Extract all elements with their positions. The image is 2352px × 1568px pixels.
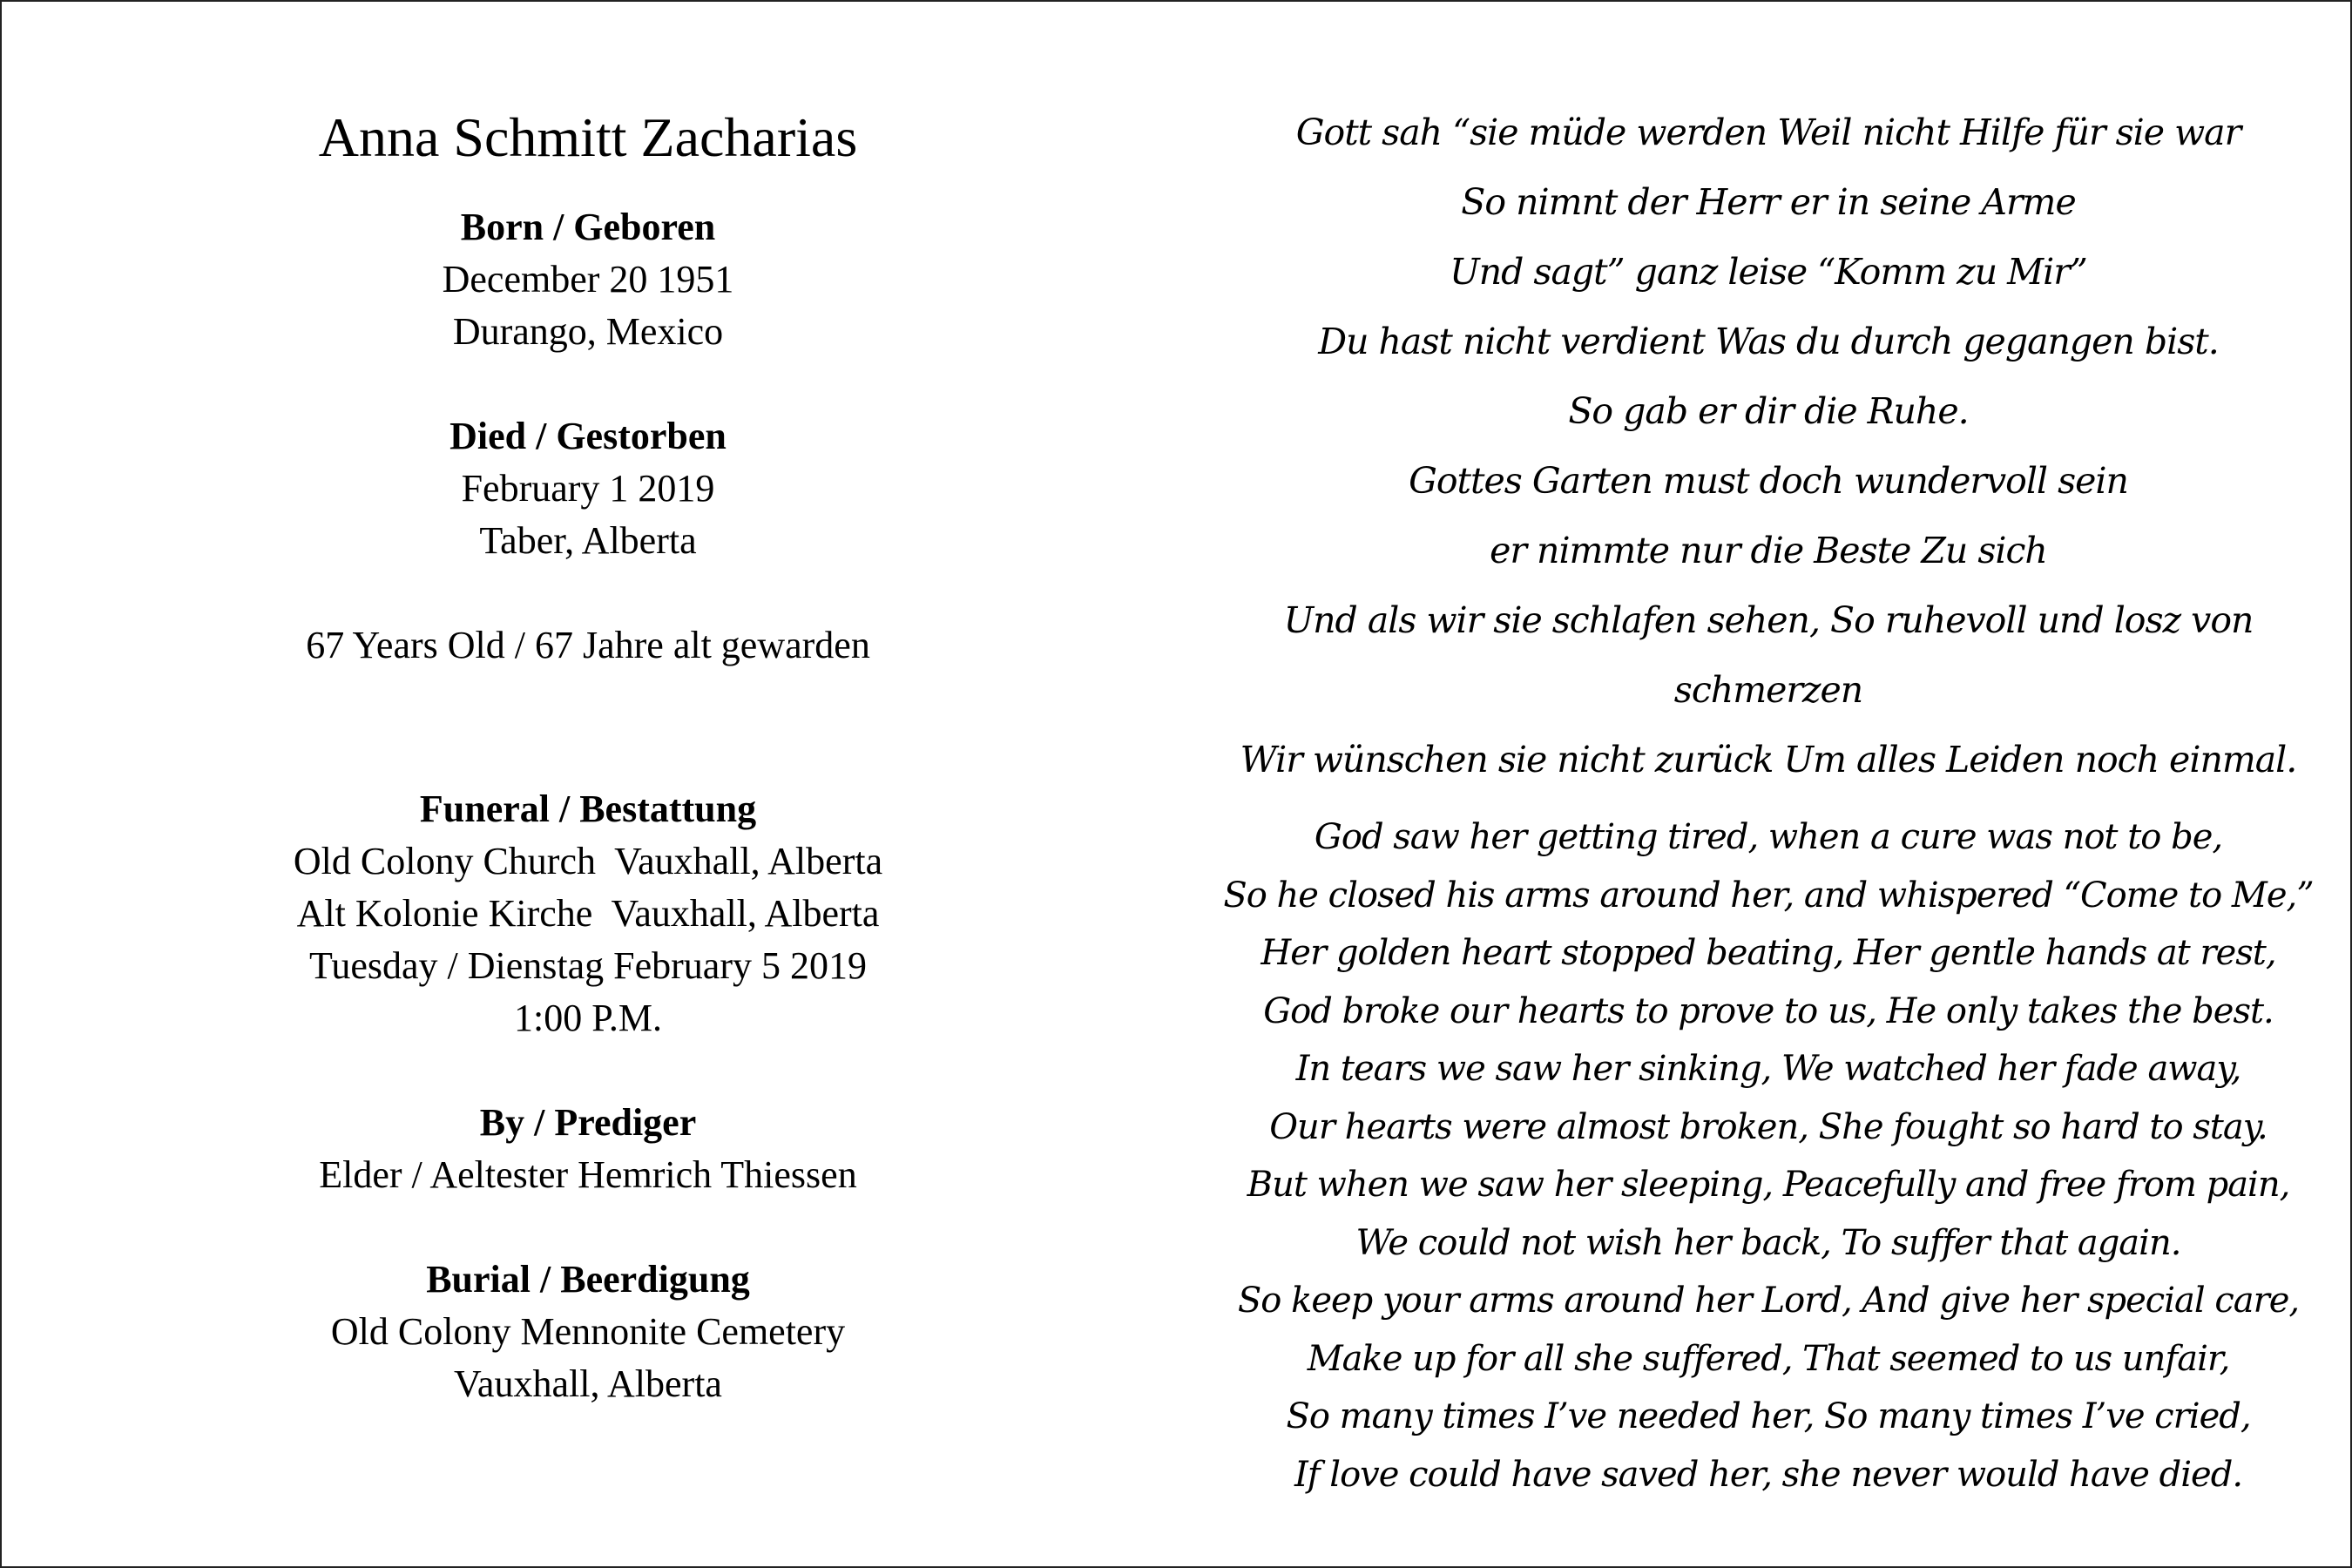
deceased-name: Anna Schmitt Zacharias — [318, 106, 858, 168]
poem-line: Wir wünschen sie nicht zurück Um alles Leiden noch einmal. — [1240, 739, 2297, 781]
poem-line: God broke our hearts to prove to us, He only takes the best. — [1263, 990, 2274, 1031]
funeral-location-english: Old Colony Church Vauxhall, Alberta — [293, 839, 883, 882]
born-section — [152, 201, 1024, 358]
poem-line: Gottes Garten must doch wundervoll sein — [1409, 460, 2128, 502]
age-section — [152, 619, 1024, 672]
cemetery-name: Old Colony Mennonite Cemetery — [330, 1309, 846, 1353]
funeral-heading: Funeral / Bestattung — [419, 787, 757, 830]
officiant-heading: By / Prediger — [479, 1100, 697, 1144]
poem-line: So keep your arms around her Lord, And give her special care, — [1237, 1281, 2300, 1321]
poem-line: Und sagt” ganz leise “Komm zu Mir” — [1450, 251, 2087, 293]
burial-heading: Burial / Beerdigung — [426, 1257, 750, 1301]
cemetery-location: Vauxhall, Alberta — [454, 1362, 722, 1405]
officiant-section — [152, 1097, 1024, 1201]
died-section — [152, 410, 1024, 567]
poem-line: But when we saw her sleeping, Peacefully and free from pain, — [1247, 1165, 2290, 1205]
poem-line: er nimmte nur die Beste Zu sich — [1490, 530, 2047, 571]
burial-section — [152, 1254, 1024, 1410]
poem-line: God saw her getting tired, when a cure was not to be, — [1314, 817, 2223, 857]
poem-line: We could not wish her back, To suffer that again. — [1355, 1222, 2181, 1263]
obituary-details — [152, 105, 1024, 1410]
funeral-time: 1:00 P.M. — [514, 996, 662, 1039]
born-heading: Born / Geboren — [460, 205, 716, 248]
memorial-poem — [1211, 98, 2326, 1504]
poem-line: Her golden heart stopped beating, Her gentle hands at rest, — [1260, 933, 2276, 973]
poem-line: In tears we saw her sinking, We watched her fade away, — [1295, 1049, 2241, 1089]
poem-line: Our hearts were almost broken, She fought so hard to stay. — [1269, 1106, 2268, 1147]
died-heading: Died / Gestorben — [449, 414, 727, 457]
poem-line: If love could have saved her, she never would have died. — [1294, 1454, 2243, 1495]
funeral-date: Tuesday / Dienstag February 5 2019 — [309, 943, 867, 987]
poem-english — [1211, 808, 2326, 1504]
age-line: 67 Years Old / 67 Jahre alt gewarden — [306, 623, 870, 666]
birth-place: Durango, Mexico — [452, 309, 724, 353]
poem-line: So nimnt der Herr er in seine Arme — [1461, 181, 2076, 223]
poem-line: So he closed his arms around her, and whispered “Come to Me,” — [1223, 875, 2314, 916]
poem-line: Und als wir sie schlafen sehen, So ruhevoll und losz von schmerzen — [1283, 599, 2254, 711]
death-place: Taber, Alberta — [479, 518, 697, 562]
poem-line: So gab er dir die Ruhe. — [1568, 390, 1969, 432]
officiant-name: Elder / Aeltester Hemrich Thiessen — [319, 1152, 857, 1196]
funeral-section — [152, 783, 1024, 1044]
death-date: February 1 2019 — [461, 466, 715, 510]
birth-date: December 20 1951 — [442, 257, 734, 301]
poem-line: Gott sah “sie müde werden Weil nicht Hilfe für sie war — [1295, 112, 2241, 153]
poem-line: Make up for all she suffered, That seemed to us unfair, — [1307, 1338, 2230, 1379]
funeral-location-german: Alt Kolonie Kirche Vauxhall, Alberta — [296, 891, 880, 935]
poem-line: Du hast nicht verdient Was du durch gegangen bist. — [1318, 321, 2219, 362]
poem-line: So many times I’ve needed her, So many times I’ve cried, — [1286, 1396, 2251, 1436]
poem-german — [1211, 98, 2326, 794]
